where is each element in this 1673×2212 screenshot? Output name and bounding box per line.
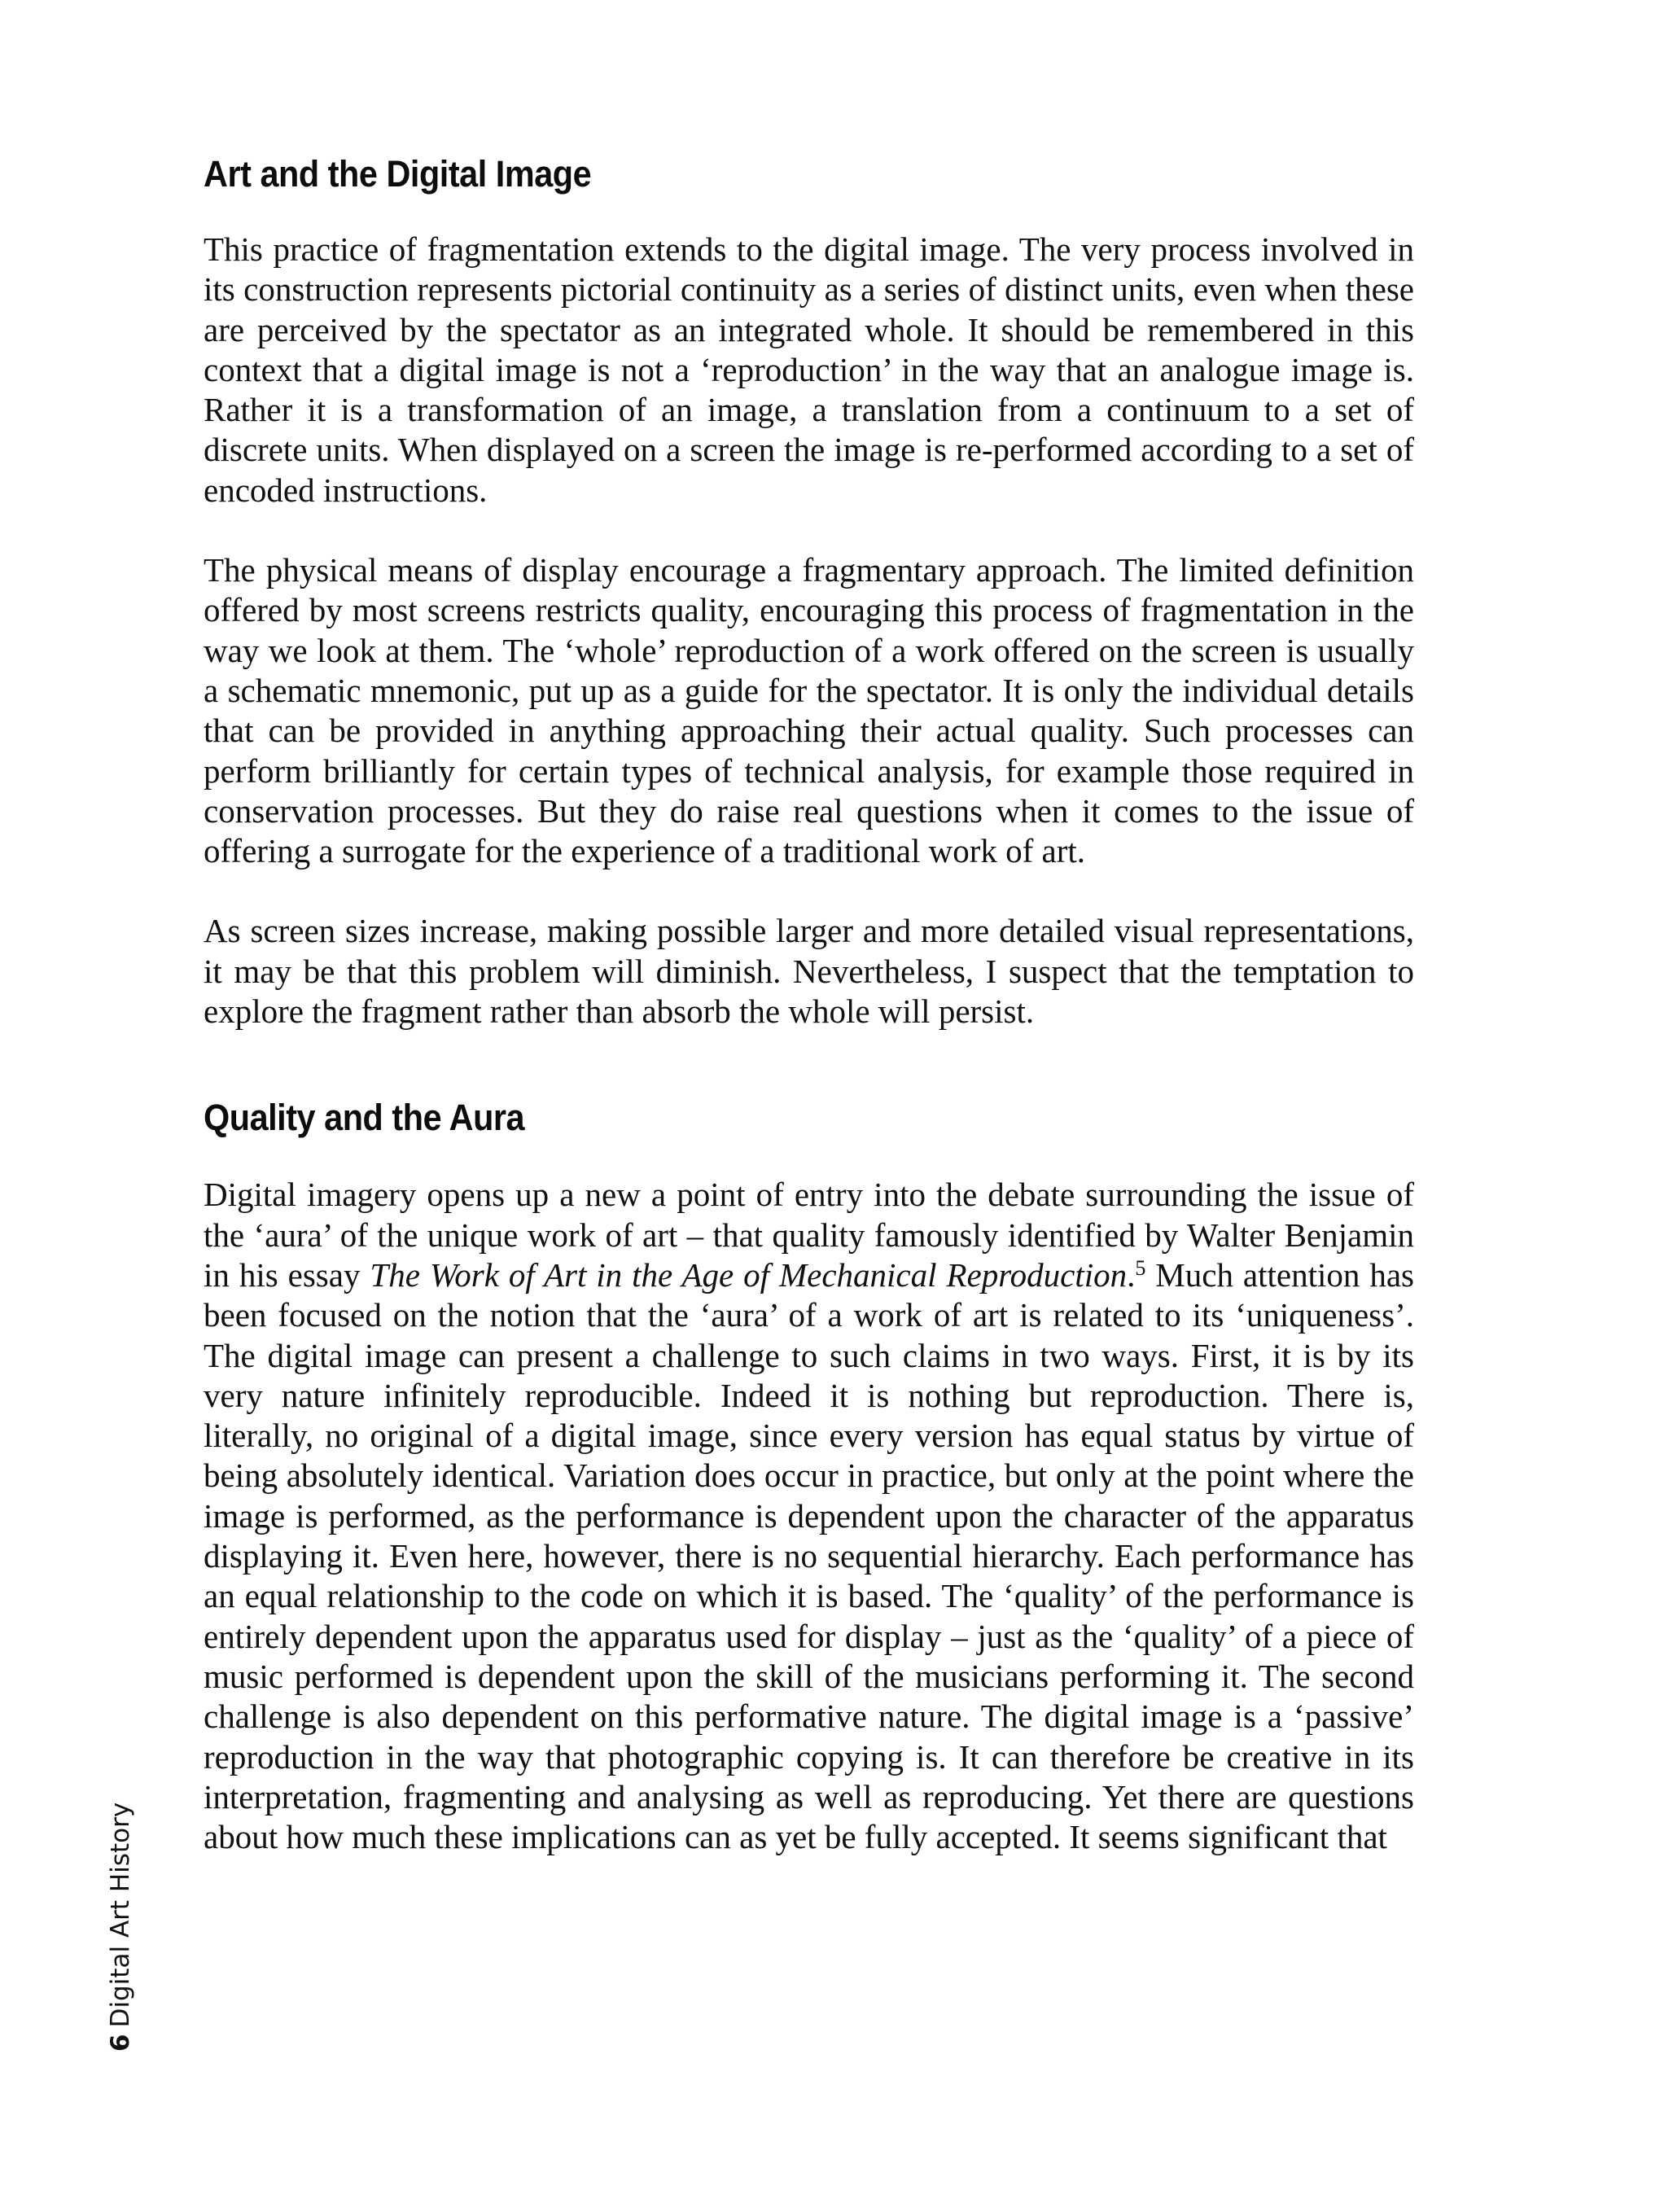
paragraph-fragmentation: This practice of fragmentation extends to the digital image. The very process involved in its construction represents pictorial continuity as a series of distinct units, even when these are perceived by the spectator as an integrated whole. It should be remembered in this context that a digital image is not a ‘reproduction’ in the way that an analogue image is. Rather it is a transformation of an image, a translation from a continuum to a set of discrete units. When displayed on a screen the image is re-performed according to a set of encoded instructions. [204, 230, 1414, 509]
page-number: 6 [106, 2034, 135, 2052]
running-head [106, 1802, 135, 2052]
paragraph-screen-sizes: As screen sizes increase, making possible larger and more detailed visual representations, it may be that this problem will diminish. Nevertheless, I suspect that the temptation to explore the fragment rather than absorb the whole will persist. [204, 912, 1414, 1031]
footnote-reference[interactable]: 5 [1135, 1255, 1146, 1280]
paragraph-aura [204, 1175, 1414, 1857]
paragraph-physical-display: The physical means of display encourage a fragmentary approach. The limited definition offered by most screens restricts quality, encouraging this process of fragmentation in the way we look at them. The ‘whole’ reproduction of a work offered on the screen is usually a schematic mnemonic, put up as a guide for the spectator. It is only the individual details that can be provided in anything approaching their actual quality. Such processes can perform brilliantly for certain types of technical analysis, for example those required in conservation processes. But they do raise real questions when it comes to the issue of offering a surrogate for the experience of a traditional work of art. [204, 551, 1414, 870]
section-heading-quality-and-aura: Quality and the Aura [204, 1097, 525, 1139]
section-heading-art-and-digital-image: Art and the Digital Image [204, 153, 592, 195]
essay-title: The Work of Art in the Age of Mechanical Reproduction [370, 1255, 1128, 1294]
page-body [204, 151, 1414, 1857]
aura-text-body: Much attention has been focused on the notion that the ‘aura’ of a work of art is related to its ‘uniqueness’. The digital image can present a challenge to such claims in two ways. First, it is by its very nature infinitely reproducible. Indeed it is nothing but reproduction. There is, literally, no original of a digital image, since every version has equal status by virtue of being absolutely identical. Variation does occur in practice, but only at the point where the image is performed, as the performance is dependent upon the character of the apparatus displaying it. Even here, however, there is no sequential hierarchy. Each performance has an equal relationship to the code on which it is based. The ‘quality’ of the performance is entirely dependent upon the apparatus used for display – just as the ‘quality’ of a piece of music performed is dependent upon the skill of the musicians performing it. The second challenge is also dependent on this performative nature. The digital image is a ‘passive’ reproduction in the way that photographic copying is. It can therefore be creative in its interpretation, fragmenting and analysing as well as reproducing. Yet there are questions about how much these implications can as yet be fully accepted. It seems significant that [204, 1255, 1414, 1856]
aura-text-intro: Digital imagery opens up a new a point of entry into the debate surrounding the issue of the ‘aura’ of the unique work of art – that quality famously identified by Walter Benjamin in his essay [204, 1176, 1414, 1294]
book-title: Digital Art History [106, 1802, 135, 2028]
essay-title-period: . [1127, 1255, 1136, 1294]
